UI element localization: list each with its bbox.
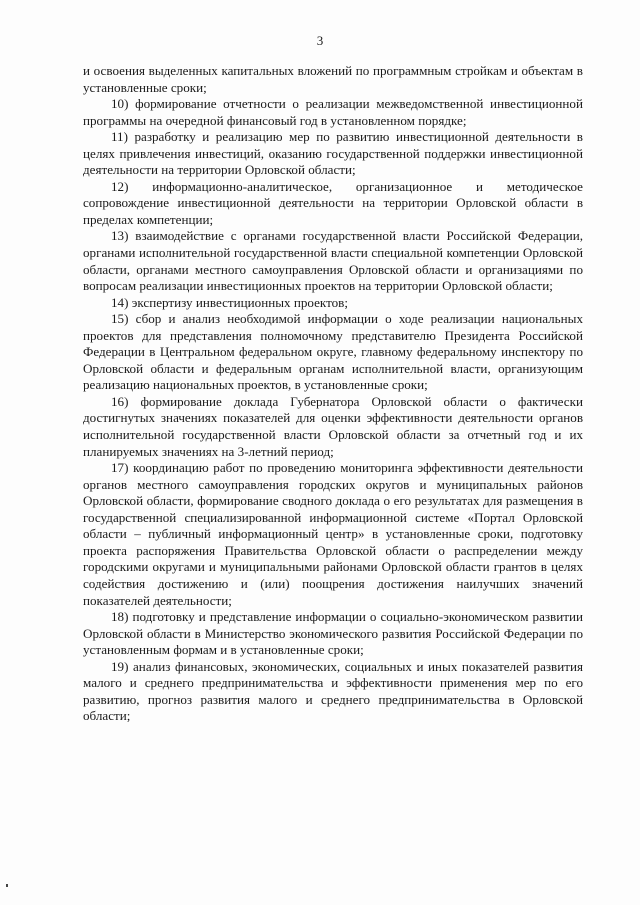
paragraph-continuation: и освоения выделенных капитальных вложений по программным стройкам и объектам в установленные сроки; xyxy=(83,63,583,95)
paragraph-item-15: 15) сбор и анализ необходимой информации о ходе реализации национальных проектов для представления полномочному представителю Президента Российской Федерации в Центральном федеральном округе, главному федеральному инспектору по Орловской области и федеральным органам исполнительной власти, организующим реализацию национальных проектов, в установленные сроки; xyxy=(83,311,583,393)
paragraph-item-19: 19) анализ финансовых, экономических, социальных и иных показателей развития малого и среднего предпринимательства и эффективности применения мер по его развитию, прогноз развития малого и среднего предпринимательства в Орловской области; xyxy=(83,658,583,724)
paragraph-item-10: 10) формирование отчетности о реализации межведомственной инвестиционной программы на очередной финансовый год в установленном порядке; xyxy=(83,96,583,128)
paragraph-item-11: 11) разработку и реализацию мер по развитию инвестиционной деятельности в целях привлечения инвестиций, оказанию государственной поддержки инвестиционной деятельности на территории Орловской области; xyxy=(83,129,583,178)
paragraph-item-14: 14) экспертизу инвестиционных проектов; xyxy=(111,294,349,310)
scan-artifact-mark xyxy=(6,884,8,887)
paragraph-item-18: 18) подготовку и представление информации о социально-экономическом развитии Орловской области в Министерство экономического развития Российской Федерации по установленным формам и в установленные сроки; xyxy=(83,609,583,658)
document-body xyxy=(83,63,583,725)
paragraph-item-16: 16) формирование доклада Губернатора Орловской области о фактически достигнутых значениях показателей для оценки эффективности деятельности органов исполнительной государственной власти Орловской области за отчетный год и их планируемых значениях на 3-летний период; xyxy=(83,393,583,459)
paragraph-item-13: 13) взаимодействие с органами государственной власти Российской Федерации, органами исполнительной государственной власти специальной компетенции Орловской области, органами местного самоуправления Орловской области и организациями по вопросам реализации инвестиционных проектов на территории Орловской области; xyxy=(83,228,583,294)
paragraph-item-17: 17) координацию работ по проведению мониторинга эффективности деятельности органов местного самоуправления городских округов и муниципальных районов Орловской области, формирование сводного доклада о его результатах для размещения в государственной специализированной информационной системе «Портал Орловской области – публичный информационный центр» в установленные сроки, подготовку проекта распоряжения Правительства Орловской области о распределении между городскими округами и муниципальными районами Орловской области грантов в целях содействия достижению и (или) поощрения достижения наилучших значений показателей деятельности; xyxy=(83,460,583,608)
page-number: 3 xyxy=(316,33,324,48)
paragraph-item-12: 12) информационно-аналитическое, организационное и методическое сопровождение инвестиционной деятельности на территории Орловской области в пределах компетенции; xyxy=(83,178,583,227)
